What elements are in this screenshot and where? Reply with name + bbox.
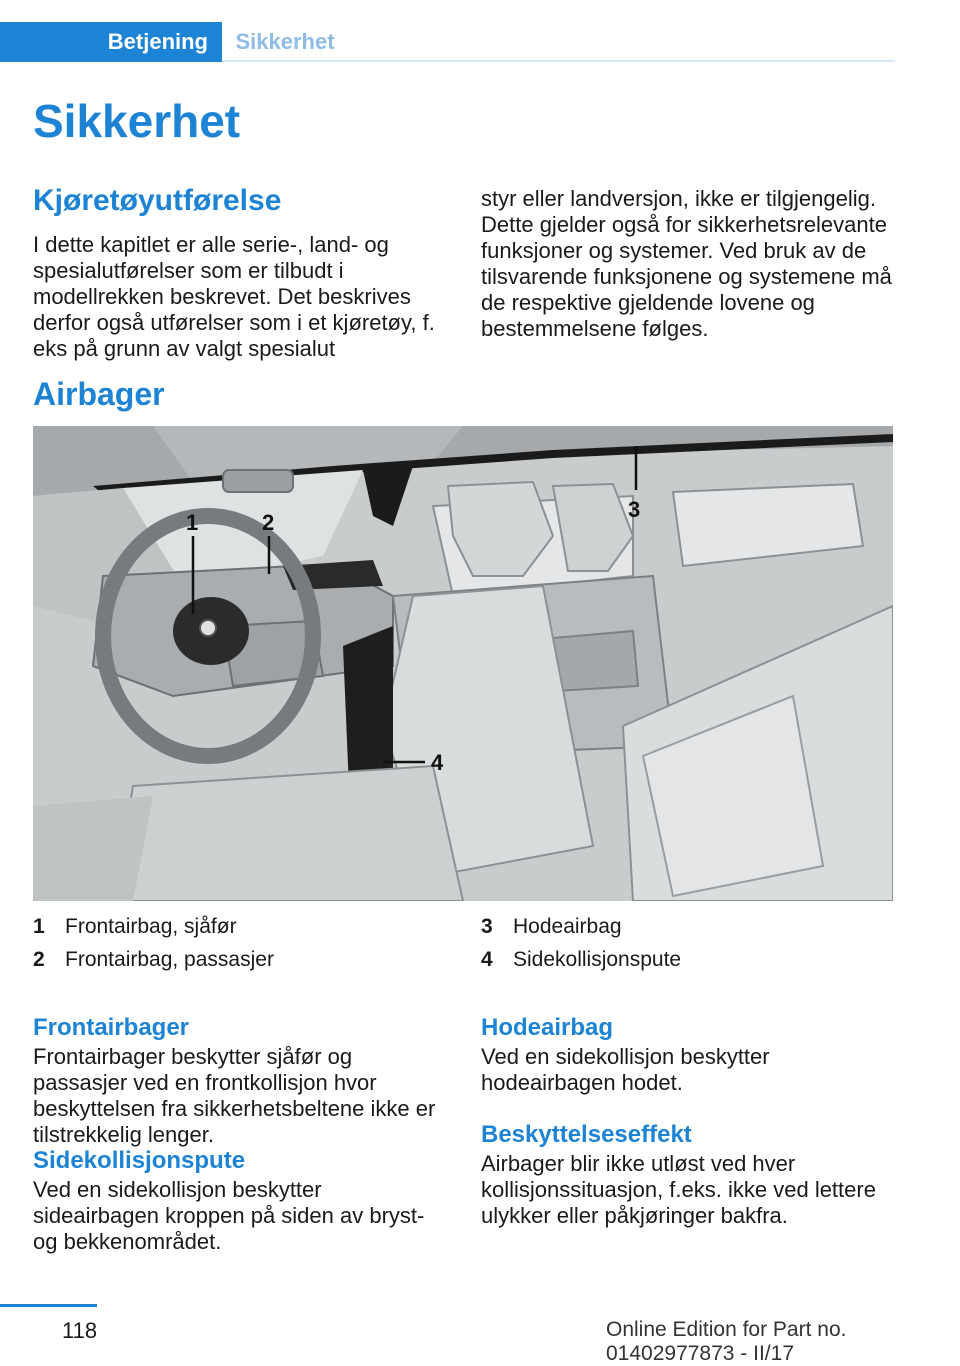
head-airbag-section: [481, 1014, 896, 1096]
legend-label: Sidekollisjonspute: [513, 947, 682, 971]
legend-item: [481, 943, 896, 976]
tab-underline: [222, 60, 895, 62]
heading-front-airbags: Frontairbager: [33, 1014, 190, 1041]
callout-1: 1: [186, 510, 199, 535]
callout-4: 4: [431, 750, 444, 775]
legend-label: Frontairbag, passasjer: [65, 947, 274, 971]
legend-number: 1: [33, 914, 45, 938]
legend-number: 3: [481, 914, 493, 938]
vehicle-text-left: [33, 232, 448, 362]
airbag-interior-illustration: [33, 426, 893, 901]
heading-head-airbag: Hodeairbag: [481, 1014, 614, 1041]
legend-item: [33, 910, 448, 943]
heading-airbags: Airbager: [33, 376, 165, 412]
legend-number: 4: [481, 947, 493, 971]
side-airbag-section: [33, 1147, 448, 1255]
head-airbag-text: Ved en sidekollisjon beskytter hodeairbagen hodet.: [481, 1044, 770, 1095]
front-airbag-text: Frontairbager beskytter sjåfør og passasjer ved en frontkollisjon hvor beskyttelsen fra sikkerhetsbeltene ikke er tilstrekkelig lenger.: [33, 1044, 436, 1147]
heading-vehicle-version: Kjøretøyutførelse: [33, 184, 282, 217]
protection-effect-section: [481, 1121, 896, 1229]
legend-item: [33, 943, 448, 976]
figure-legend-right: [481, 910, 896, 976]
page-number: 118: [62, 1318, 98, 1343]
footer-rule: [0, 1304, 97, 1307]
vehicle-text-right: [481, 186, 896, 342]
callout-2: 2: [262, 510, 275, 535]
edition-text: Online Edition for Part no. 01402977873 - II/17: [606, 1318, 847, 1365]
vehicle-paragraph-right: styr eller landversjon, ikke er tilgjengelig. Dette gjelder også for sikkerhetsrelevante funksjoner og systemer. Ved bruk av de tilsvarende funksjonene og systemene må de respektive gjeldende lovene og bestemmelsene følges.: [481, 186, 892, 341]
protection-effect-text: Airbager blir ikke utløst ved hver kollisjonssituasjon, f.eks. ikke ved lettere ulykker eller påkjøringer bakfra.: [481, 1151, 876, 1228]
legend-number: 2: [33, 947, 45, 971]
legend-label: Hodeairbag: [513, 914, 622, 938]
vehicle-paragraph-left: I dette kapitlet er alle serie-, land- og spesialutførelser som er tilbudt i modellrekken beskrevet. Det beskrives derfor også utførelser som i et kjøretøy, f. eks på grunn av valgt spesialut: [33, 232, 435, 361]
page-title: Sikkerhet: [33, 95, 241, 147]
figure-legend-left: [33, 910, 448, 976]
heading-side-airbag: Sidekollisjonspute: [33, 1147, 246, 1174]
side-airbag-text: Ved en sidekollisjon beskytter sideairbagen kroppen på siden av bryst- og bekkenområdet.: [33, 1177, 425, 1254]
header-tabbar: [0, 0, 960, 62]
callout-3: 3: [628, 497, 641, 522]
heading-protection-effect: Beskyttelseseffekt: [481, 1121, 692, 1148]
legend-item: [481, 910, 896, 943]
legend-label: Frontairbag, sjåfør: [65, 914, 237, 938]
tab-betjening[interactable]: Betjening: [0, 22, 222, 62]
front-airbag-section: [33, 1014, 448, 1148]
tab-sikkerhet[interactable]: Sikkerhet: [235, 29, 335, 54]
